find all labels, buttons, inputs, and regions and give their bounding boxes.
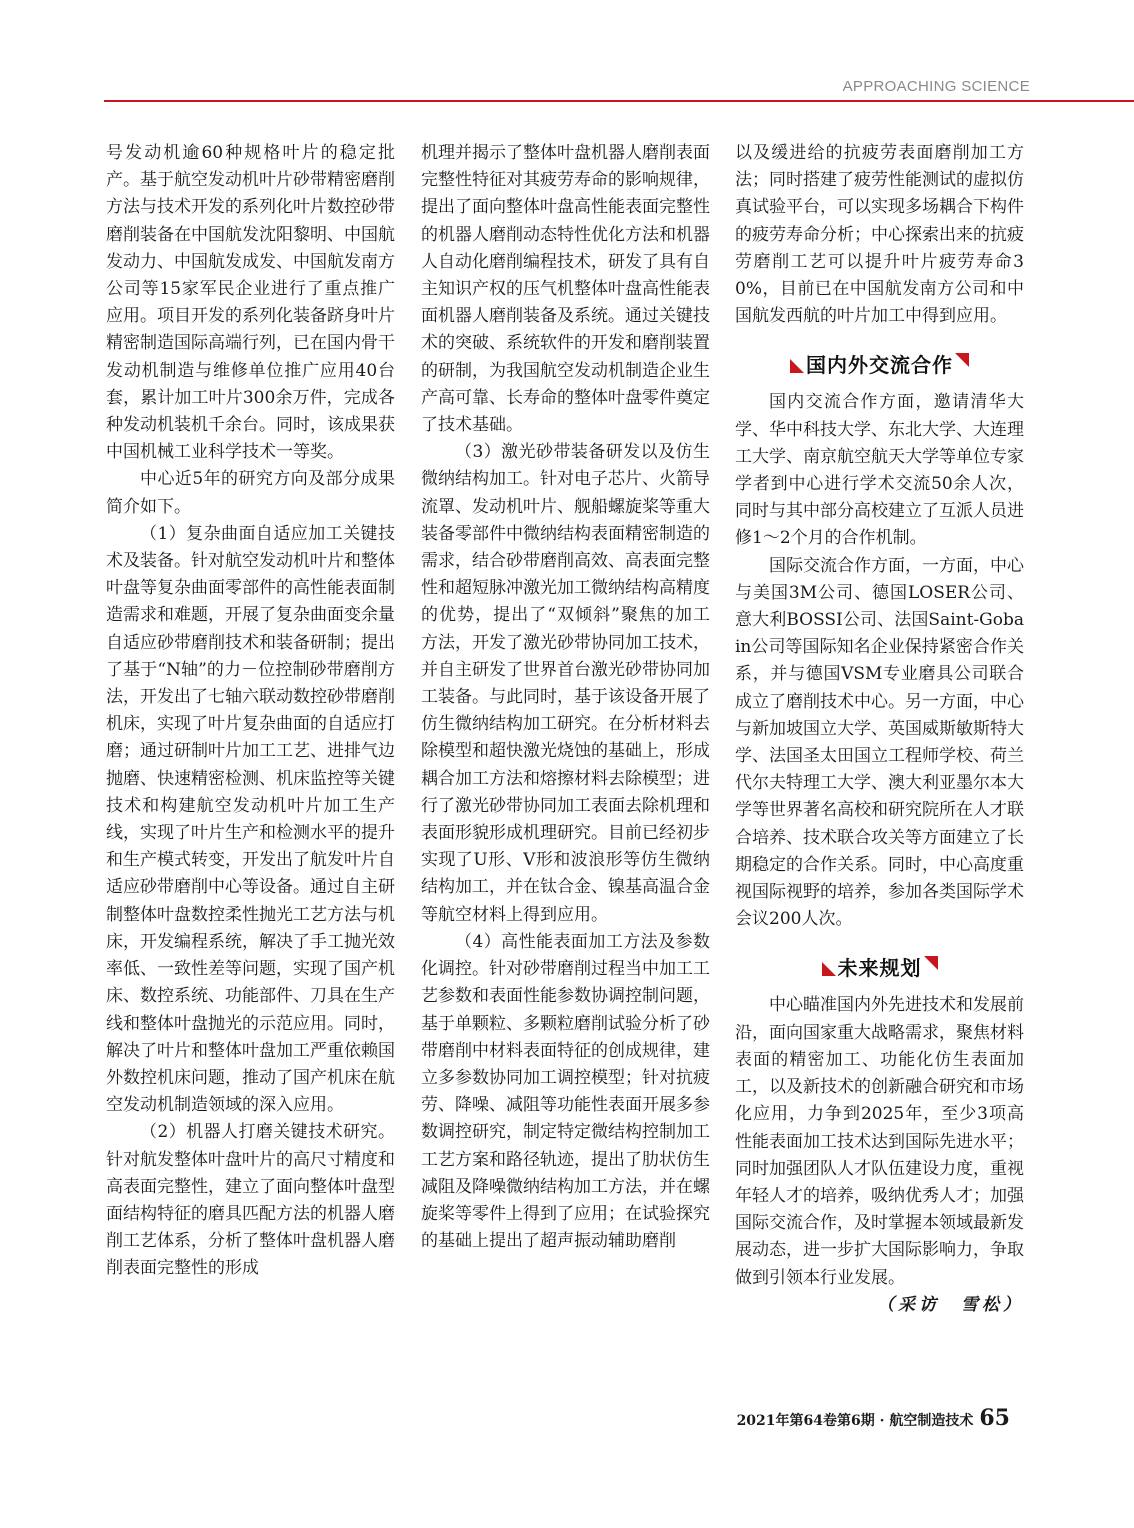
paragraph: （3）激光砂带装备研发以及仿生微纳结构加工。针对电子芯片、火箭导流罩、发动机叶片、舰船螺旋桨等重大装备零部件中微纳结构表面精密制造的需求，结合砂带磨削高效、高表面完整性和超短脉冲激光加工微纳结构高精度的优势，提出了“双倾斜”聚焦的加工方法，开发了激光砂带协同加工技术，并自主研发了世界首台激光砂带协同加工装备。与此同时，基于该设备开展了仿生微纳结构加工研究。在分析材料去除模型和超快激光烧蚀的基础上，形成耦合加工方法和熔擦材料去除模型；进行了激光砂带协同加工表面去除机理和表面形貌形成机理研究。目前已经初步实现了U形、V形和波浪形等仿生微纳结构加工，并在钛合金、镍基高温合金等航空材料上得到应用。 [421,442,710,925]
journal-info: 2021年第64卷第6期 · 航空制造技术 [736,1413,974,1429]
paragraph: （4）高性能表面加工方法及参数化调控。针对砂带磨削过程当中加工工艺参数和表面性能参数协调控制问题，基于单颗粒、多颗粒磨削试验分析了砂带磨削中材料表面特征的创成规律，建立多参数协同加工调控模型；针对抗疲劳、降噪、减阻等功能性表面开展多参数调控研究，制定特定微结构控制加工工艺方案和路径轨迹，提出了肋状仿生减阻及降噪微纳结构加工方法，并在螺旋桨等零件上得到了应用；在试验探究的基础上提出了超声振动辅助磨削 [421,931,710,1252]
section-heading-text: 国内外交流合作 [806,352,953,377]
running-head: APPROACHING SCIENCE [842,78,1030,95]
paragraph: （1）复杂曲面自适应加工关键技术及装备。针对航空发动机叶片和整体叶盘等复杂曲面零部件的高性能表面制造需求和难题，开展了复杂曲面变余量自适应砂带磨削技术和装备研制；提出了基于“N轴”的力－位控制砂带磨削方法，开发出了七轴六联动数控砂带磨削机床，实现了叶片复杂曲面的自适应打磨；通过研制叶片加工工艺、进排气边抛磨、快速精密检测、机床监控等关键技术和构建航空发动机叶片加工生产线，实现了叶片生产和检测水平的提升和生产模式转变，开发出了航发叶片自适应砂带磨削中心等设备。通过自主研制整体叶盘数控柔性抛光工艺方法与机床，开发编程系统，解决了手工抛光效率低、一致性差等问题，实现了国产机床、数控系统、功能部件、刀具在生产线和整体叶盘抛光的示范应用。同时，解决了叶片和整体叶盘加工严重依赖国外数控机床问题，推动了国产机床在航空发动机制造领域的深入应用。 [106,523,395,1116]
paragraph: 以及缓进给的抗疲劳表面磨削加工方法；同时搭建了疲劳性能测试的虚拟仿真试验平台，可以实现多场耦合下构件的疲劳寿命分析；中心探索出来的抗疲劳磨削工艺可以提升叶片疲劳寿命30%，目前已在中国航发南方公司和中国航发西航的叶片加工中得到应用。 [735,143,1024,327]
paragraph: 机理并揭示了整体叶盘机器人磨削表面完整性特征对其疲劳寿命的影响规律，提出了面向整体叶盘高性能表面完整性的机器人磨削动态特性优化方法和机器人自动化磨削编程技术，研发了具有自主知识产权的压气机整体叶盘高性能表面机器人磨削装备及系统。通过关键技术的突破、系统软件的开发和磨削装置的研制，为我国航空发动机制造企业生产高可靠、长寿命的整体叶盘零件奠定了技术基础。 [421,143,710,436]
column-1 [106,140,395,1283]
triangle-marker-icon [924,956,938,970]
paragraph: 中心近5年的研究方向及部分成果简介如下。 [106,469,395,517]
paragraph [735,992,1024,1315]
triangle-marker-icon [822,962,836,976]
paragraph: 国内交流合作方面，邀请清华大学、华中科技大学、东北大学、大连理工大学、南京航空航天大学等单位专家学者到中心进行学术交流50余人次，同时与其中部分高校建立了互派人员进修1～2个月的合作机制。 [735,392,1024,549]
paragraph-text: 中心瞄准国内外先进技术和发展前沿，面向国家重大战略需求，聚焦材料表面的精密加工、功能化仿生表面加工，以及新技术的创新融合研究和市场化应用，力争到2025年，至少3项高性能表面加工技术达到国际先进水平；同时加强团队人才队伍建设力度，重视年轻人才的培养，吸纳优秀人才；加强国际交流合作，及时掌握本领域最新发展动态，进一步扩大国际影响力，争取做到引领本行业发展。 [735,995,1024,1288]
paragraph: （2）机器人打磨关键技术研究。针对航发整体叶盘叶片的高尺寸精度和高表面完整性，建立了面向整体叶盘型面结构特征的磨具匹配方法的机器人磨削工艺体系，分析了整体叶盘机器人磨削表面完整性的形成 [106,1122,395,1279]
author-credit: （采访 雪松） [877,1294,1024,1315]
paragraph: 国际交流合作方面，一方面，中心与美国3M公司、德国LOSER公司、意大利BOSSI公司、法国Saint-Gobain公司等国际知名企业保持紧密合作关系，并与德国VSM专业磨具公司联合成立了磨削技术中心。另一方面，中心与新加坡国立大学、英国威斯敏斯特大学、法国圣太田国立工程师学校、荷兰代尔夫特理工大学、澳大利亚墨尔本大学等世界著名高校和研究院所在人才联合培养、技术联合攻关等方面建立了长期稳定的合作关系。同时，中心高度重视国际视野的培养，参加各类国际学术会议200人次。 [735,555,1024,930]
section-heading-future [735,944,1024,988]
triangle-marker-icon [955,353,969,367]
column-3 [735,140,1024,1319]
section-heading-text: 未来规划 [837,955,922,980]
triangle-marker-icon [790,359,804,373]
page-footer [737,1405,1010,1431]
page-number: 65 [979,1405,1010,1431]
header-rule [104,100,1134,102]
paragraph: 号发动机逾60种规格叶片的稳定批产。基于航空发动机叶片砂带精密磨削方法与技术开发的系列化叶片数控砂带磨削装备在中国航发沈阳黎明、中国航发动力、中国航发成发、中国航发南方公司等15家军民企业进行了重点推广应用。项目开发的系列化装备跻身叶片精密制造国际高端行列，已在国内骨干发动机制造与维修单位推广应用40台套，累计加工叶片300余万件，完成各种发动机装机千余台。同时，该成果获中国机械工业科学技术一等奖。 [106,143,395,463]
section-heading-exchange [735,341,1024,385]
column-2 [421,140,710,1255]
